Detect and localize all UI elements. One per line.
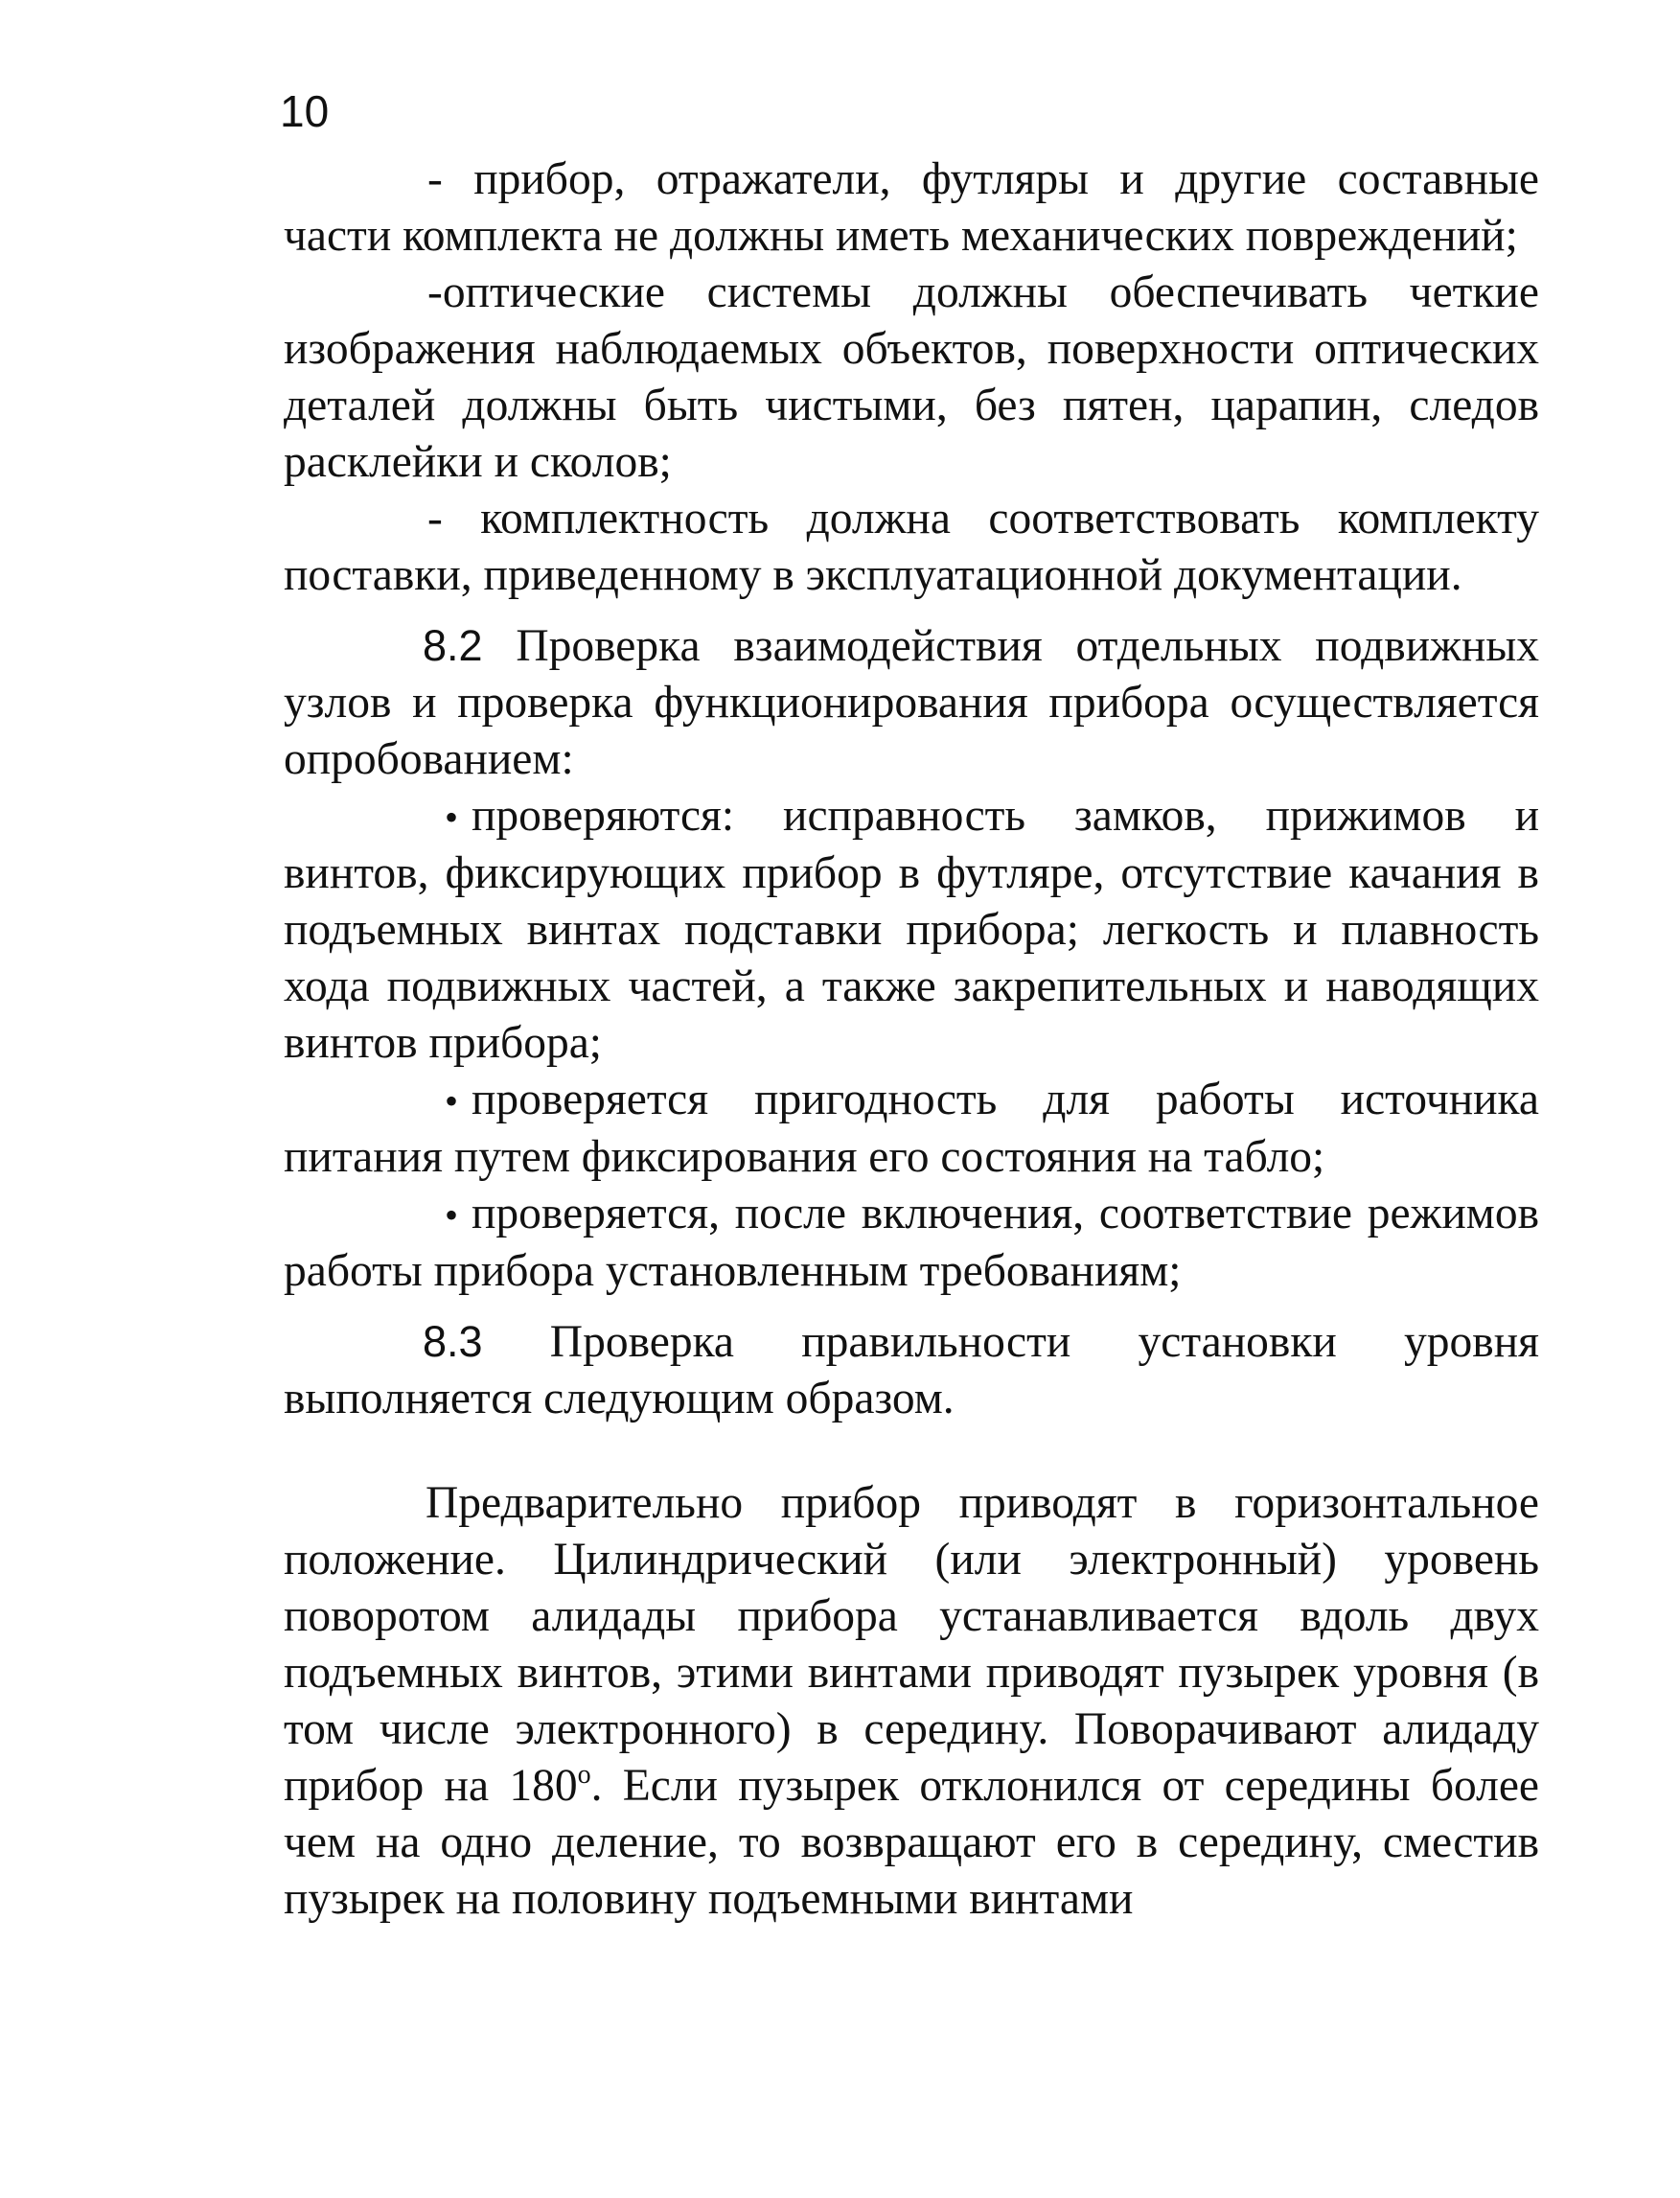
procedure-paragraph [284,1475,1539,1928]
bullet-item-1-text: проверяются: исправность замков, прижимов и винтов, фиксирующих прибор в футляре, отсутствие качания в подъемных винтах подставки прибора; легкость и плавность хода подвижных частей, а также закрепительных и наводящих винтов прибора; [284,791,1539,1068]
page-body [284,151,1539,1928]
section-8-2-paragraph [284,617,1539,788]
section-8-3-number: 8.3 [423,1317,483,1366]
bullet-icon: • [445,1079,459,1122]
page-number: 10 [280,86,330,136]
requirement-paragraph-3: - комплектность должна соответствовать комплекту поставки, приведенному в эксплуатационной документации. [284,494,1539,600]
bullet-item-3 [284,1186,1539,1300]
section-8-2-text: Проверка взаимодействия отдельных подвижных узлов и проверка функционирования прибора осуществляется опробованием: [284,621,1539,784]
bullet-item-2 [284,1072,1539,1186]
section-8-3-text: Проверка правильности установки уровня выполняется следующим образом. [284,1317,1540,1423]
section-8-2-number: 8.2 [423,621,483,670]
bullet-icon: • [445,1193,459,1237]
section-8-3-paragraph [284,1313,1539,1427]
bullet-item-2-text: проверяется пригодность для работы источника питания путем фиксирования его состояния на табло; [284,1075,1539,1182]
procedure-text-part-1: Предварительно прибор приводят в горизонтальное положение. Цилиндрический (или электронный) уровень поворотом алидады прибора устанавливается вдоль двух подъемных винтов, этими винтами приводят пузырек уровня (в том числе электронного) в середину. Поворачивают алидаду прибор на 180 [284,1478,1539,1811]
procedure-text-part-2: . Если пузырек отклонился от середины более чем на одно деление, то возвращают его в середину, сместив пузырек на половину подъемными винтами [284,1761,1539,1924]
bullet-item-1 [284,788,1539,1072]
degree-superscript: о [577,1760,591,1790]
requirement-paragraph-1: - прибор, отражатели, футляры и другие составные части комплекта не должны иметь механических повреждений; [284,154,1539,261]
requirement-paragraph-2: -оптические системы должны обеспечивать четкие изображения наблюдаемых объектов, поверхности оптических деталей должны быть чистыми, без пятен, царапин, следов расклейки и сколов; [284,267,1539,487]
bullet-item-3-text: проверяется, после включения, соответствие режимов работы прибора установленным требованиям; [284,1189,1539,1296]
bullet-icon: • [445,796,459,839]
